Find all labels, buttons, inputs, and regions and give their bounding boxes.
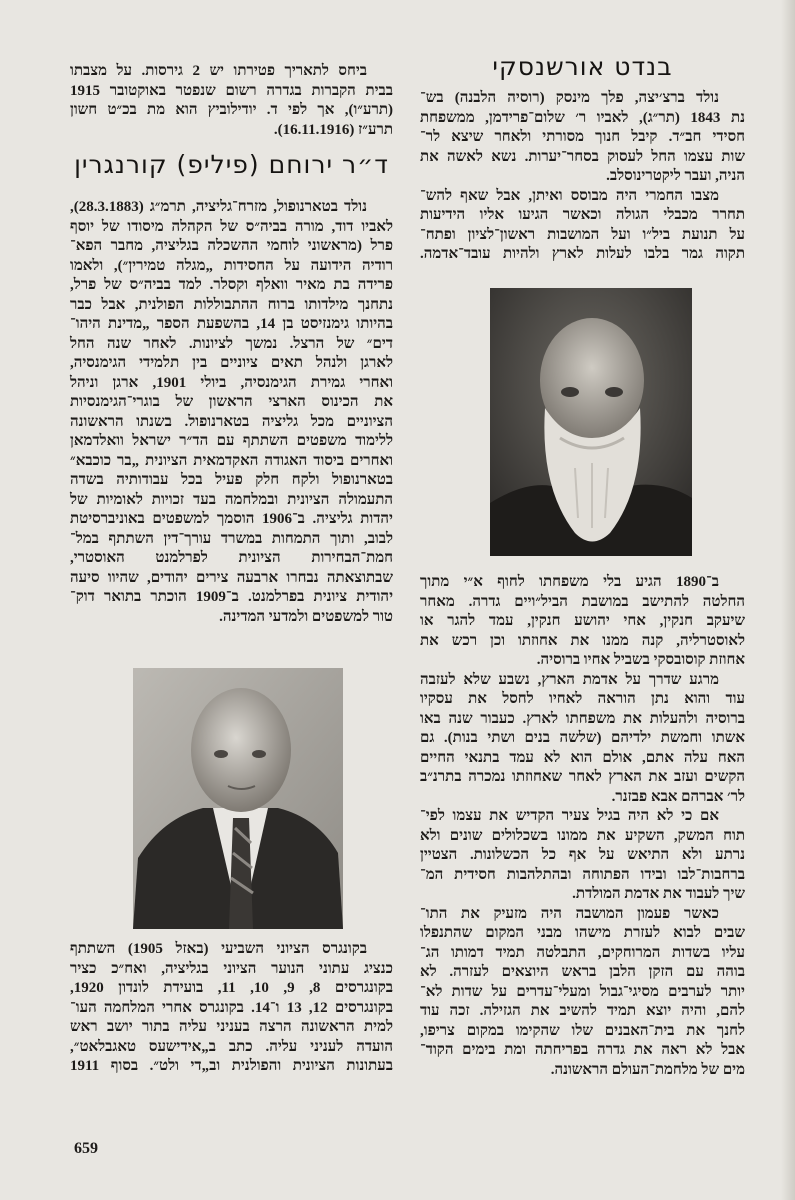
text-line: הניה, ועבר ליקטרינוסלב.: [606, 168, 745, 184]
text-line: (תרע״ו), אך לפי ד. יודילוביץ הוא מת בכ״ט חשון: [70, 102, 393, 118]
text-line: בקונגרסים 8, 9, 10, 11, בועידת לונדון 1920,: [70, 980, 394, 996]
text-line: הועדה לעניני עליה. כתב ב„אידישעס טאגבלאט״,: [70, 1038, 393, 1055]
text-line: רודיה הידועה על החסידות „מגלה טמירין״), ולאמו: [70, 257, 393, 274]
text-line: בוהה עם הזקן הלבן בראש היוצאים לעזרה. לא: [420, 964, 745, 980]
text-line: על תנועת ביל״ו ועל המושבות ראשון־לציון ופתח־: [420, 226, 745, 243]
orshansky-body: [420, 573, 745, 1080]
text-line: ב־1890 הגיע בלי משפחתו לחוף א״י מתוך: [420, 574, 719, 590]
text-line: לבוב, ותוך התמחות במשרד עורך־דין השתתף במל־: [70, 530, 393, 547]
text-line: התעמולה הציונית ובמלחמה בעד זכויות לאומיות של: [70, 491, 393, 508]
text-line: פרל (מראשוני לוחמי ההשכלה בגליציה, מחבר הפא־: [70, 238, 393, 254]
previous-article-continuation: [70, 62, 393, 140]
text-line: אם כי לא היה בגיל צעיר הקדיש את עצמו לפי־: [420, 808, 719, 824]
text-line: אחוזת קוסובסקי בשביל אחיו ברוסיה.: [536, 652, 745, 668]
article-title-korngruen: ד״ר ירוחם (פיליפ) קורנגרין: [74, 150, 389, 179]
text-line: ביחס לתאריך פטירתו יש 2 גירסות. על מצבתו: [70, 63, 367, 79]
text-line: הקשים ועזב את הארץ לאחר שאחוזתו נמכרה בתרנ״ב: [420, 769, 745, 785]
text-line: האח עלה אתם, אולם הוא לא עמד בתנאי החיים: [420, 749, 745, 766]
text-line: אבל לא ראה את גדרה בפריחתה ומת בימים הקוד־: [420, 1042, 745, 1058]
text-line: חסידי חב״ד. קיבל חנוך מסורתי ולאחר שיצא לר־: [420, 129, 745, 145]
text-line: לחנך את בית־האבנים שלו שהקימו במקום צריפו,: [420, 1022, 745, 1039]
text-line: כאשר פעמון המושבה היה מזעיק את התו־: [420, 905, 719, 922]
text-line: יותר לערבים מסיגי־גבול ומעלי־עדרים על שדות לא־: [420, 983, 745, 1000]
text-line: בהיותו גימנזיסט בן 14, בהשפעת הספר „מדינת היהו־: [70, 316, 394, 332]
text-line: ללימוד משפטים השתתף עם הד״ר ישראל וואלדמאן: [70, 433, 393, 449]
text-line: שבים לבוא לעזרת מישהו מבני המקום שהתנפלו: [420, 925, 745, 941]
man-in-suit-portrait-image: [133, 668, 343, 929]
text-line: יהודית ציונית בפרלמנט. ב־1909 הוכתר בתואר דוק־: [70, 589, 393, 605]
text-line: חמת־הבחירות הציונית לפרלמנט האוסטרי,: [70, 550, 393, 566]
text-line: תרע״ז (16.11.1916).: [273, 121, 393, 138]
orshansky-intro: [420, 89, 745, 265]
text-line: נת 1843 (תר״ג), לאביו ר׳ שלום־פרידמן, ממשפחת: [420, 109, 745, 126]
text-line: אשתו וחמשת ילדיהם (שלשה בנים ושתי בנות). גם: [420, 730, 745, 746]
korngruen-bio-continued: [70, 940, 393, 1077]
text-line: נתחנך מילדותו ברוח ההתבוללות הפולנית, אבל כבר: [70, 296, 393, 313]
text-line: שבתוצאתה נבחרו ארבעה צירים יהודים, שהיוו סיעה: [70, 569, 393, 586]
text-line: נולד בטארנופול, מזרח־גליציה, תרמ״ג (28.3.1883),: [70, 199, 367, 215]
text-line: לר׳ אברהם אבא פבזנר.: [611, 788, 745, 805]
text-line: למית הראשונה הרצה בעניני עליה בתור יושב ראש: [70, 1019, 393, 1035]
text-line: כנציג עתוני הנוער הציוני בגליציה, ואח״כ כציר: [70, 960, 393, 977]
text-line: בטארנופול ולקח חלק פעיל בכל עבודותיה בשדה: [70, 472, 393, 488]
article-title-orshansky: בנדט אורשנסקי: [492, 52, 673, 81]
text-line: נולד ברצ׳יצה, פלך מינסק (רוסיה הלבנה) בש־: [420, 90, 719, 106]
text-line: תקוה גמר בלבו לעלות לארץ ולהיות עובד־אדמה.: [420, 246, 745, 262]
text-line: בעתונות הציונית והפולנית וב„די ולט״. בסוף 1911: [70, 1058, 393, 1074]
text-line: יהדות גליציה. ב־1906 הוסמך למשפטים באוניברסיטת: [70, 511, 393, 527]
portrait-korngruen: [133, 668, 343, 929]
page-number: 659: [74, 1140, 98, 1157]
text-line: להם, והיה יוצא תמיד להשיב את הגזילה. זכה עוד: [420, 1003, 745, 1019]
text-line: טור למשפטים ולמדעי המדינה.: [219, 608, 393, 625]
text-line: שות עצמו החל לעסוק בסחר־יערות. נשא לאשה את: [420, 148, 745, 165]
portrait-orshansky: [490, 288, 692, 556]
text-line: בקונגרס הציוני השביעי (באזל 1905) השתתף: [70, 941, 368, 957]
text-line: תוח המשק, השקיע את ממונו בשכלולים שונים ולא: [420, 827, 745, 844]
text-line: תחרר מכבלי הגולה וכאשר הגיעו אליו הידיעות: [420, 207, 745, 223]
text-line: נרתע ולא התיאש על אף כל הכשלונות. הצטיין: [420, 847, 745, 863]
text-line: מצבו החמרי היה מבוסס ואיתן, אבל שאף להש־: [420, 187, 719, 204]
text-line: פרידה בת מאיר וואלף וקסלר. למד בביה״ס של פרל,: [70, 277, 393, 293]
text-line: שיך לעבוד את אדמת המולדת.: [572, 886, 745, 902]
text-line: בבית הקברות בגדרה רשום שנפטר באוקטובר 1915: [70, 82, 393, 99]
text-line: לארגן ולנהל תאים ציוניים בין תלמידי הגימנסיה,: [70, 355, 393, 371]
text-line: הציוניים מכל גליציה בטארנופול. בשנתו הראשונה: [70, 413, 393, 430]
text-line: מים של מלחמת־העולם הראשונה.: [550, 1061, 745, 1078]
text-line: עוד והוא נתן הוראה לאחיו לחסל את עסקיו: [420, 691, 745, 707]
text-line: לאביו דוד, מורה בביה״ס של הקהלה מיסודו של יוסף: [70, 218, 393, 235]
bearded-man-portrait-image: [490, 288, 692, 556]
page-edge-shadow: [781, 0, 795, 1200]
korngruen-bio: [70, 198, 393, 627]
text-line: ואחרים ביסוד האגודה האקדמאית הציונית „בר כוכבא״: [70, 452, 393, 469]
text-line: שיעקב חנקין, אחי יהושע חנקין, עמד להגר או: [420, 613, 745, 629]
text-line: בקונגרסים 12, 13 ו־14. בקונגרס אחרי המלחמה העו־: [70, 999, 393, 1016]
text-line: ברוסיה ולהעלות את משפחתו לארץ. כעבור שנה באו: [420, 710, 745, 727]
text-line: ברחבות־לבו ובידו הפתוחה ובהתלהבות חסידית המ־: [420, 866, 745, 883]
text-line: ואחרי גמירת הגימנסיה, ביולי 1901, ארגן וניהל: [70, 374, 393, 391]
text-line: דים״ של הרצל. נמשך לציונות. לאחר שנה החל: [70, 335, 393, 352]
text-line: לאוסטרליה, קנה ממנו את אחוזתו וכן רכש את: [420, 632, 745, 649]
text-line: עליו בשדות המרוחקים, התבלטה תמיד דמותו הג־: [420, 944, 745, 961]
text-line: את הכינוס הארצי הראשון של בוגרי־הגימנסיות: [70, 394, 393, 410]
text-line: מרגע שדרך על אדמת הארץ, נשבע שלא לעזבה: [420, 671, 719, 688]
text-line: החלטה להתישב במושבת הביל״ויים גדרה. מאחר: [420, 593, 745, 610]
